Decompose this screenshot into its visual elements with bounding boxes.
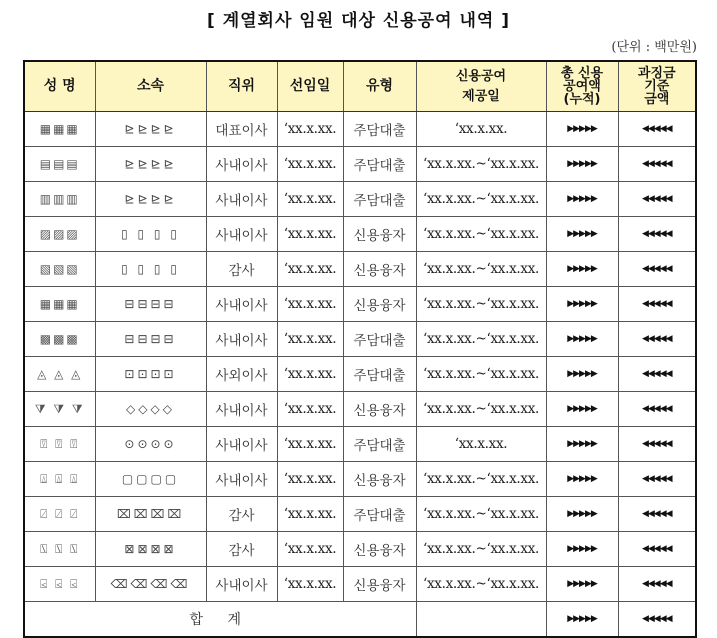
cell-position: 사내이사 (206, 147, 277, 182)
table-row (24, 182, 696, 217)
cell-affiliation: ▯ ▯ ▯ ▯ (95, 217, 206, 252)
cell-penalty-base: ◀◀◀◀◀ (618, 182, 696, 217)
cell-appointed-date: ‘xx.x.xx. (277, 427, 343, 462)
table-row (24, 252, 696, 287)
cell-appointed-date: ‘xx.x.xx. (277, 462, 343, 497)
table-row (24, 392, 696, 427)
document-title: [ 계열회사 임원 대상 신용공여 내역 ] (207, 11, 510, 31)
unit-label: (단위 : 백만원) (611, 40, 697, 55)
cell-penalty-base: ◀◀◀◀◀ (618, 252, 696, 287)
cell-affiliation: ⌧⌧⌧⌧ (95, 497, 206, 532)
cell-name: ▤▤▤ (24, 147, 95, 182)
cell-total-credit: ▶▶▶▶▶ (546, 392, 618, 427)
cell-appointed-date: ‘xx.x.xx. (277, 532, 343, 567)
cell-affiliation: ⊠⊠⊠⊠ (95, 532, 206, 567)
cell-position: 감사 (206, 497, 277, 532)
cell-credit-date: ‘xx.x.xx.~‘xx.x.xx. (416, 392, 546, 427)
cell-appointed-date: ‘xx.x.xx. (277, 322, 343, 357)
cell-credit-date: ‘xx.x.xx.~‘xx.x.xx. (416, 252, 546, 287)
cell-affiliation: ⊟⊟⊟⊟ (95, 322, 206, 357)
cell-position: 감사 (206, 252, 277, 287)
cell-name: ⍂ ⍂ ⍂ (24, 532, 95, 567)
cell-penalty-base: ◀◀◀◀◀ (618, 532, 696, 567)
total-credit-sum: ▶▶▶▶▶ (546, 602, 618, 638)
col-header-affiliation: 소속 (95, 61, 206, 112)
col-header-appointed: 선임일 (277, 61, 343, 112)
cell-total-credit: ▶▶▶▶▶ (546, 182, 618, 217)
cell-position: 사내이사 (206, 567, 277, 602)
cell-penalty-base: ◀◀◀◀◀ (618, 287, 696, 322)
cell-name: ▩▩▩ (24, 322, 95, 357)
cell-affiliation: ◇◇◇◇ (95, 392, 206, 427)
cell-appointed-date: ‘xx.x.xx. (277, 392, 343, 427)
cell-affiliation: ▢▢▢▢ (95, 462, 206, 497)
cell-name: ⍁ ⍁ ⍁ (24, 497, 95, 532)
cell-total-credit: ▶▶▶▶▶ (546, 567, 618, 602)
header-row (24, 61, 696, 112)
cell-appointed-date: ‘xx.x.xx. (277, 357, 343, 392)
cell-total-credit: ▶▶▶▶▶ (546, 357, 618, 392)
cell-type: 신용융자 (343, 567, 416, 602)
cell-credit-date: ‘xx.x.xx.~‘xx.x.xx. (416, 287, 546, 322)
cell-total-credit: ▶▶▶▶▶ (546, 287, 618, 322)
cell-type: 신용융자 (343, 532, 416, 567)
cell-credit-date: ‘xx.x.xx.~‘xx.x.xx. (416, 532, 546, 567)
col-header-credit-date: 신용공여 제공일 (416, 61, 546, 112)
table-row (24, 427, 696, 462)
table-row (24, 497, 696, 532)
cell-type: 주담대출 (343, 322, 416, 357)
cell-name: ▥▥▥ (24, 182, 95, 217)
cell-penalty-base: ◀◀◀◀◀ (618, 357, 696, 392)
cell-position: 대표이사 (206, 112, 277, 147)
cell-penalty-base: ◀◀◀◀◀ (618, 112, 696, 147)
cell-type: 주담대출 (343, 147, 416, 182)
cell-position: 사내이사 (206, 462, 277, 497)
cell-affiliation: ⊵⊵⊵⊵ (95, 147, 206, 182)
cell-penalty-base: ◀◀◀◀◀ (618, 322, 696, 357)
table-row (24, 462, 696, 497)
cell-total-credit: ▶▶▶▶▶ (546, 427, 618, 462)
cell-name: ⧩ ⧩ ⧩ (24, 392, 95, 427)
cell-name: ▨▨▨ (24, 217, 95, 252)
cell-position: 사내이사 (206, 427, 277, 462)
cell-type: 신용융자 (343, 462, 416, 497)
cell-position: 사내이사 (206, 392, 277, 427)
cell-total-credit: ▶▶▶▶▶ (546, 217, 618, 252)
credit-table (23, 60, 697, 638)
col-header-penalty-base: 과징금 기준 금액 (618, 61, 696, 112)
total-credit-date-empty (416, 602, 546, 638)
cell-position: 사내이사 (206, 182, 277, 217)
cell-type: 신용융자 (343, 392, 416, 427)
cell-total-credit: ▶▶▶▶▶ (546, 322, 618, 357)
cell-position: 사내이사 (206, 217, 277, 252)
table-row (24, 112, 696, 147)
cell-appointed-date: ‘xx.x.xx. (277, 252, 343, 287)
cell-credit-date: ‘xx.x.xx.~‘xx.x.xx. (416, 497, 546, 532)
cell-credit-date: ‘xx.x.xx.~‘xx.x.xx. (416, 567, 546, 602)
cell-penalty-base: ◀◀◀◀◀ (618, 497, 696, 532)
cell-credit-date: ‘xx.x.xx.~‘xx.x.xx. (416, 322, 546, 357)
col-header-name: 성 명 (24, 61, 95, 112)
cell-affiliation: ⊵⊵⊵⊵ (95, 112, 206, 147)
cell-total-credit: ▶▶▶▶▶ (546, 462, 618, 497)
cell-affiliation: ⊵⊵⊵⊵ (95, 182, 206, 217)
cell-name: ▦▦▦ (24, 287, 95, 322)
cell-name: ⍃ ⍃ ⍃ (24, 567, 95, 602)
cell-affiliation: ⌫⌫⌫⌫ (95, 567, 206, 602)
cell-position: 사내이사 (206, 287, 277, 322)
table-row (24, 567, 696, 602)
cell-appointed-date: ‘xx.x.xx. (277, 497, 343, 532)
cell-type: 주담대출 (343, 357, 416, 392)
cell-credit-date: ‘xx.x.xx.~‘xx.x.xx. (416, 147, 546, 182)
cell-type: 주담대출 (343, 497, 416, 532)
cell-name: ◬ ◬ ◬ (24, 357, 95, 392)
cell-penalty-base: ◀◀◀◀◀ (618, 392, 696, 427)
cell-type: 신용융자 (343, 252, 416, 287)
cell-credit-date: ‘xx.x.xx. (416, 112, 546, 147)
cell-penalty-base: ◀◀◀◀◀ (618, 567, 696, 602)
cell-penalty-base: ◀◀◀◀◀ (618, 427, 696, 462)
cell-penalty-base: ◀◀◀◀◀ (618, 217, 696, 252)
cell-total-credit: ▶▶▶▶▶ (546, 497, 618, 532)
cell-credit-date: ‘xx.x.xx.~‘xx.x.xx. (416, 217, 546, 252)
cell-appointed-date: ‘xx.x.xx. (277, 147, 343, 182)
cell-appointed-date: ‘xx.x.xx. (277, 567, 343, 602)
cell-position: 감사 (206, 532, 277, 567)
col-header-position: 직위 (206, 61, 277, 112)
cell-total-credit: ▶▶▶▶▶ (546, 252, 618, 287)
col-header-type: 유형 (343, 61, 416, 112)
cell-type: 신용융자 (343, 217, 416, 252)
cell-affiliation: ⊙⊙⊙⊙ (95, 427, 206, 462)
cell-appointed-date: ‘xx.x.xx. (277, 287, 343, 322)
cell-total-credit: ▶▶▶▶▶ (546, 532, 618, 567)
cell-type: 신용융자 (343, 287, 416, 322)
table-row (24, 147, 696, 182)
total-penalty-sum: ◀◀◀◀◀ (618, 602, 696, 638)
cell-total-credit: ▶▶▶▶▶ (546, 147, 618, 182)
cell-type: 주담대출 (343, 112, 416, 147)
total-row (24, 602, 696, 638)
cell-total-credit: ▶▶▶▶▶ (546, 112, 618, 147)
cell-type: 주담대출 (343, 182, 416, 217)
table-row (24, 532, 696, 567)
cell-appointed-date: ‘xx.x.xx. (277, 182, 343, 217)
cell-penalty-base: ◀◀◀◀◀ (618, 462, 696, 497)
cell-affiliation: ▯ ▯ ▯ ▯ (95, 252, 206, 287)
cell-name: ▦▦▦ (24, 112, 95, 147)
table-row (24, 217, 696, 252)
col-header-total-credit: 총 신용 공여액 (누적) (546, 61, 618, 112)
cell-penalty-base: ◀◀◀◀◀ (618, 147, 696, 182)
cell-position: 사내이사 (206, 322, 277, 357)
cell-credit-date: ‘xx.x.xx.~‘xx.x.xx. (416, 182, 546, 217)
total-label: 합 계 (24, 602, 416, 638)
table-row (24, 322, 696, 357)
cell-credit-date: ‘xx.x.xx.~‘xx.x.xx. (416, 357, 546, 392)
cell-name: ▧▧▧ (24, 252, 95, 287)
cell-appointed-date: ‘xx.x.xx. (277, 112, 343, 147)
cell-type: 주담대출 (343, 427, 416, 462)
cell-credit-date: ‘xx.x.xx. (416, 427, 546, 462)
cell-affiliation: ⊡⊡⊡⊡ (95, 357, 206, 392)
table-row (24, 287, 696, 322)
cell-position: 사외이사 (206, 357, 277, 392)
cell-appointed-date: ‘xx.x.xx. (277, 217, 343, 252)
cell-name: ⍍ ⍍ ⍍ (24, 462, 95, 497)
table-row (24, 357, 696, 392)
cell-name: ⍔ ⍔ ⍔ (24, 427, 95, 462)
cell-affiliation: ⊟⊟⊟⊟ (95, 287, 206, 322)
cell-credit-date: ‘xx.x.xx.~‘xx.x.xx. (416, 462, 546, 497)
